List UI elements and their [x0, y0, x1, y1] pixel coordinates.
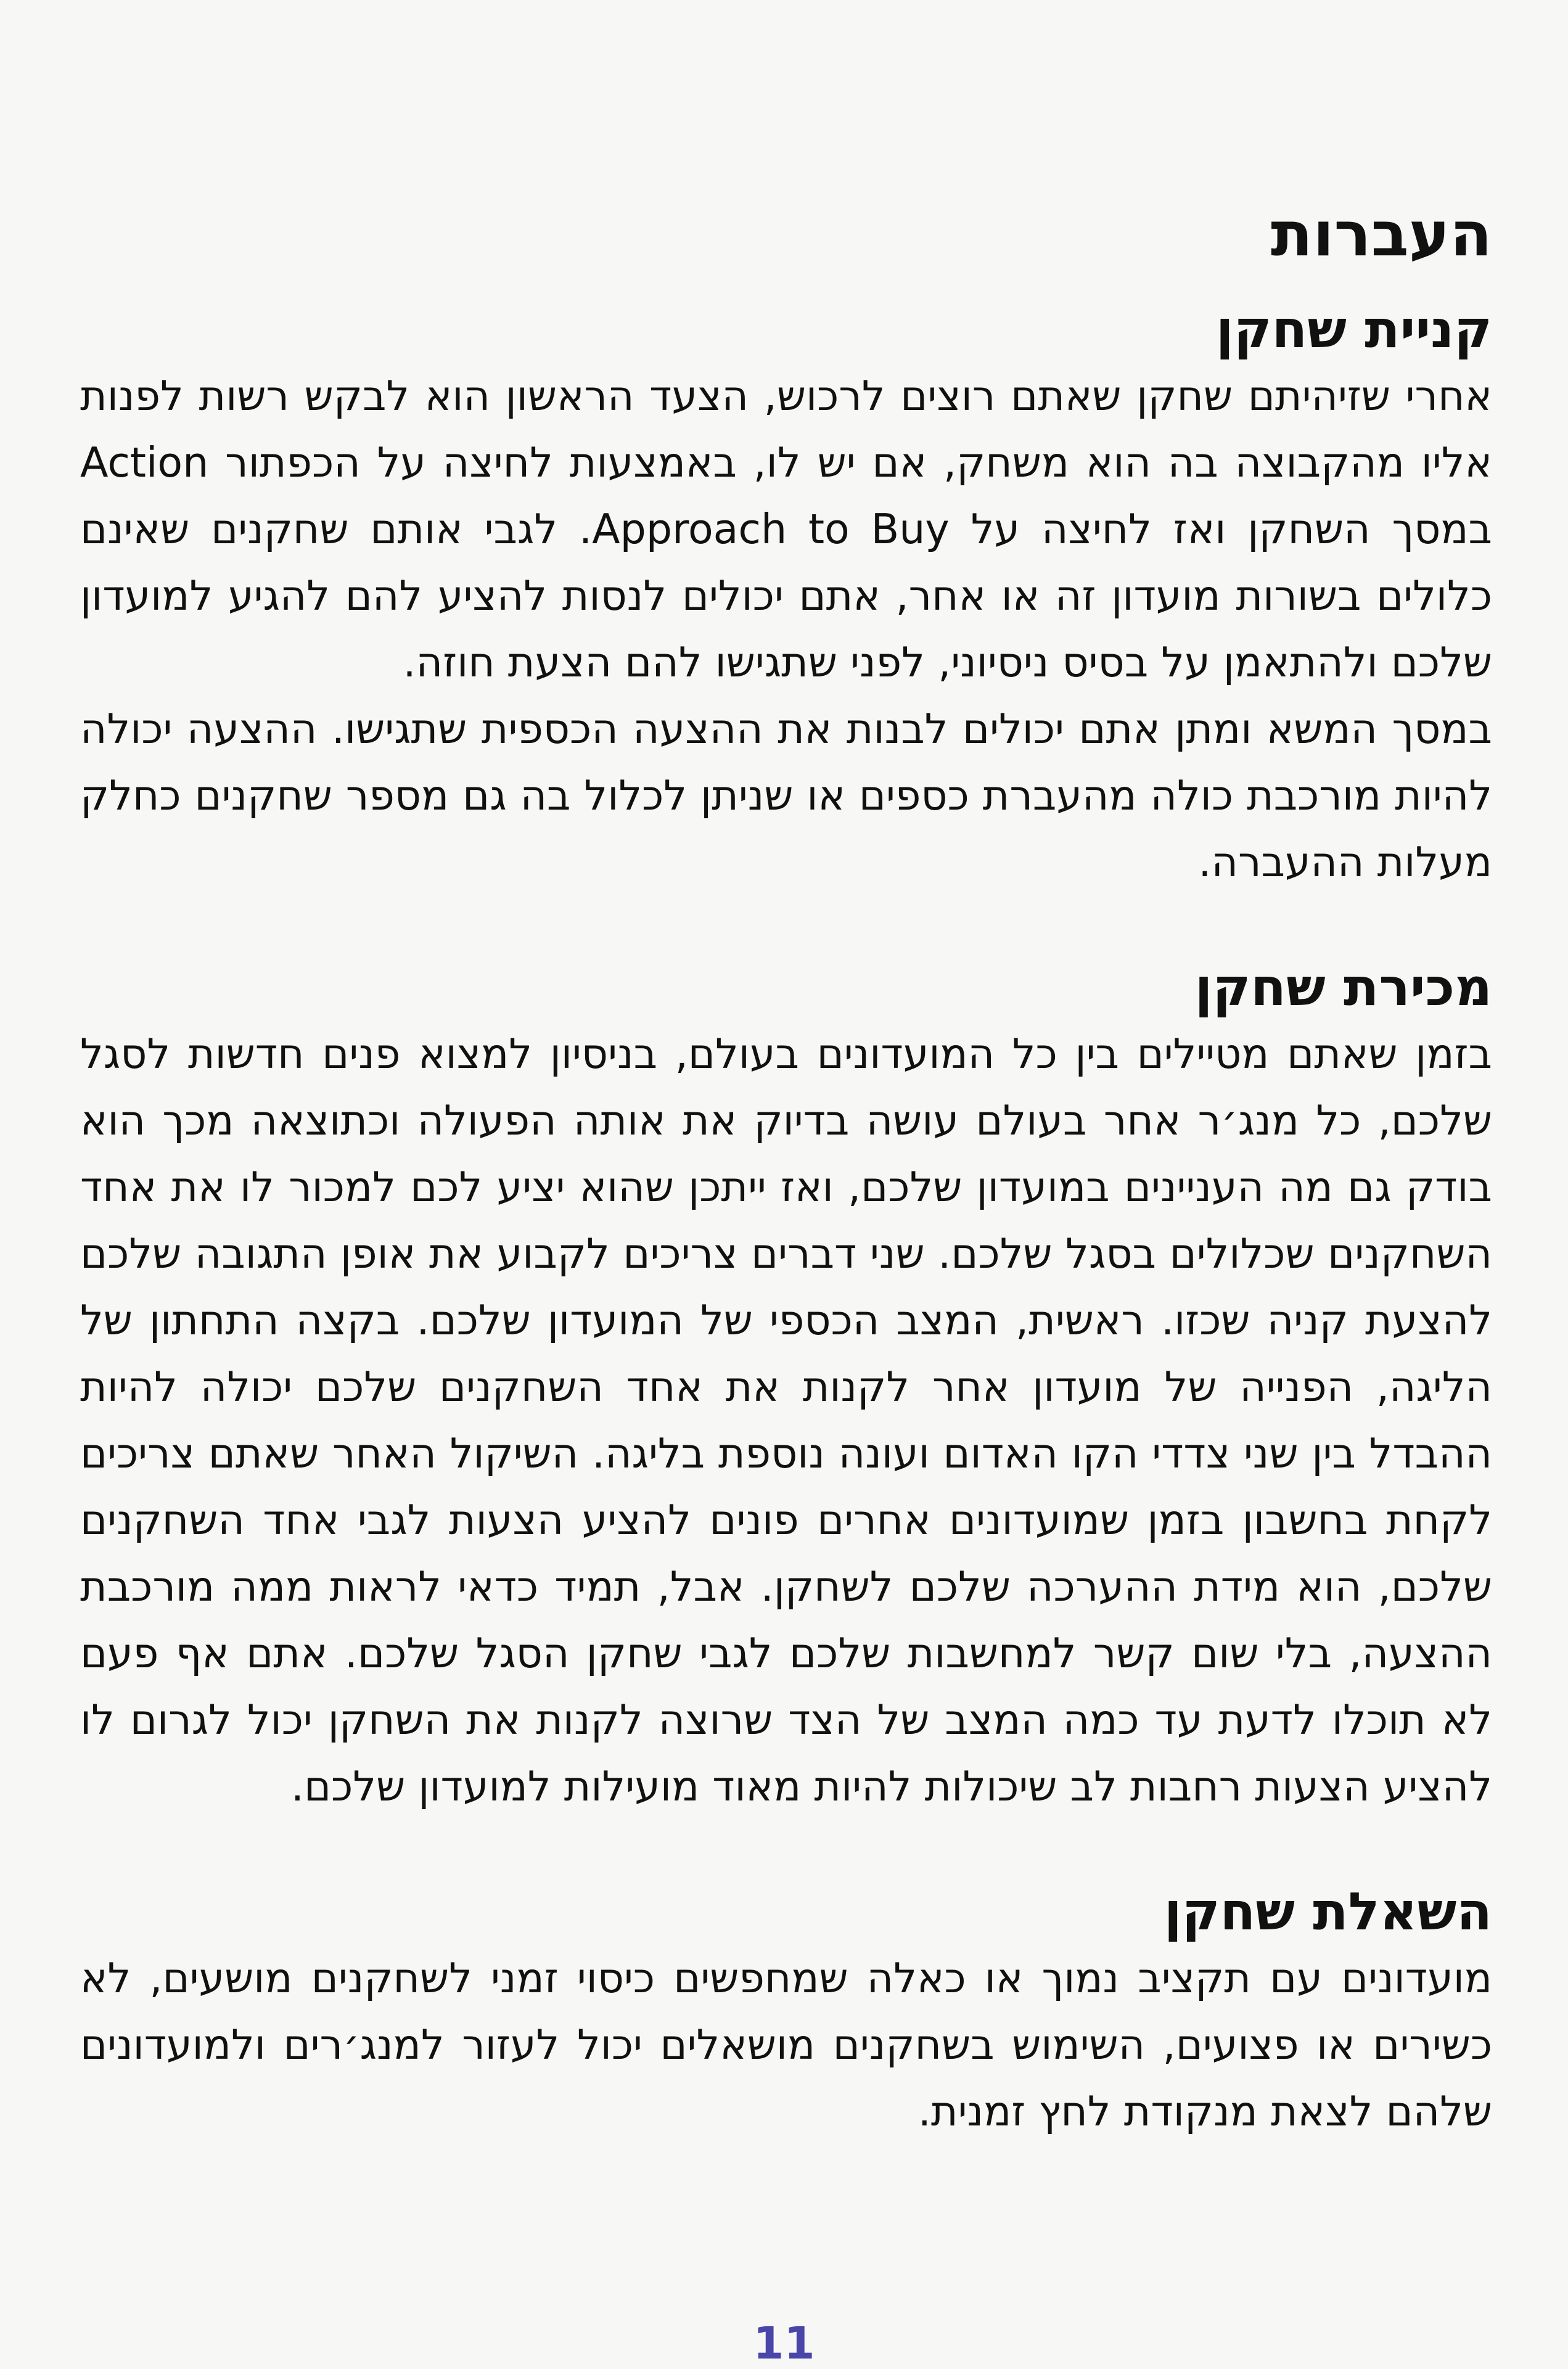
section-heading-loaning-player: השאלת שחקן — [1164, 1881, 1492, 1942]
section-buying-player — [80, 296, 1492, 895]
section-body-loaning-player — [80, 1945, 1492, 2145]
section-body-buying-player — [80, 363, 1492, 895]
document-page — [80, 197, 1492, 2145]
section-heading-selling-player: מכירת שחקן — [1194, 957, 1492, 1017]
paragraph: אחרי שזיהיתם שחקן שאתם רוצים לרכוש, הצעד הראשון הוא לבקש רשות לפנות אליו מהקבוצה בה הוא משחק, אם יש לו, באמצעות לחיצה על הכפתור Action במסך השחקן ואז לחיצה על Approach to Buy. לגבי אותם שחקנים שאינם כלולים בשורות מועדון זה או אחר, אתם יכולים לנסות להציע להם להגיע למועדון שלכם ולהתאמן על בסיס ניסיוני, לפני שתגישו להם הצעת חוזה. — [80, 372, 1492, 686]
paragraph: במסך המשא ומתן אתם יכולים לבנות את ההצעה הכספית שתגישו. ההצעה יכולה להיות מורכבת כולה מהעברת כספים או שניתן לכלול בה גם מספר שחקנים כחלק מעלות ההעברה. — [80, 705, 1492, 886]
page-title: העברות — [1270, 198, 1492, 270]
page-footer — [0, 2316, 1568, 2369]
section-body-selling-player — [80, 1020, 1492, 1820]
section-heading-buying-player: קניית שחקן — [1215, 299, 1492, 359]
paragraph: בזמן שאתם מטיילים בין כל המועדונים בעולם, בניסיון למצוא פנים חדשות לסגל שלכם, כל מנג׳ר אחר בעולם עושה בדיוק את אותה הפעולה וכתוצאה מכך הוא בודק גם מה העניינים במועדון שלכם, ואז ייתכן שהוא יציע לכם למכור לו את אחד השחקנים שכלולים בסגל שלכם. שני דברים צריכים לקבוע את אופן התגובה שלכם להצעת קניה שכזו. ראשית, המצב הכספי של המועדון שלכם. בקצה התחתון של הליגה, הפנייה של מועדון אחר לקנות את אחד השחקנים שלכם יכולה להיות ההבדל בין שני צדדי הקו האדום ועונה נוספת בליגה. השיקול האחר שאתם צריכים לקחת בחשבון בזמן שמועדונים אחרים פונים להציע הצעות לגבי אחד השחקנים שלכם, הוא מידת ההערכה שלכם לשחקן. אבל, תמיד כדאי לראות ממה מורכבת ההצעה, בלי שום קשר למחשבות שלכם לגבי שחקן הסגל שלכם. אתם אף פעם לא תוכלו לדעת עד כמה המצב של הצד שרוצה לקנות את השחקן יכול לגרום לו להציע הצעות רחבות לב שיכולות להיות מאוד מועילות למועדון שלכם. — [80, 1030, 1492, 1810]
page-number: 11 — [753, 2317, 815, 2369]
section-selling-player — [80, 954, 1492, 1820]
paragraph: מועדונים עם תקציב נמוך או כאלה שמחפשים כיסוי זמני לשחקנים מושעים, לא כשירים או פצועים, השימוש בשחקנים מושאלים יכול לעזור למנג׳רים ולמועדונים שלהם לצאת מנקודת לחץ זמנית. — [80, 1954, 1492, 2135]
section-loaning-player — [80, 1878, 1492, 2145]
